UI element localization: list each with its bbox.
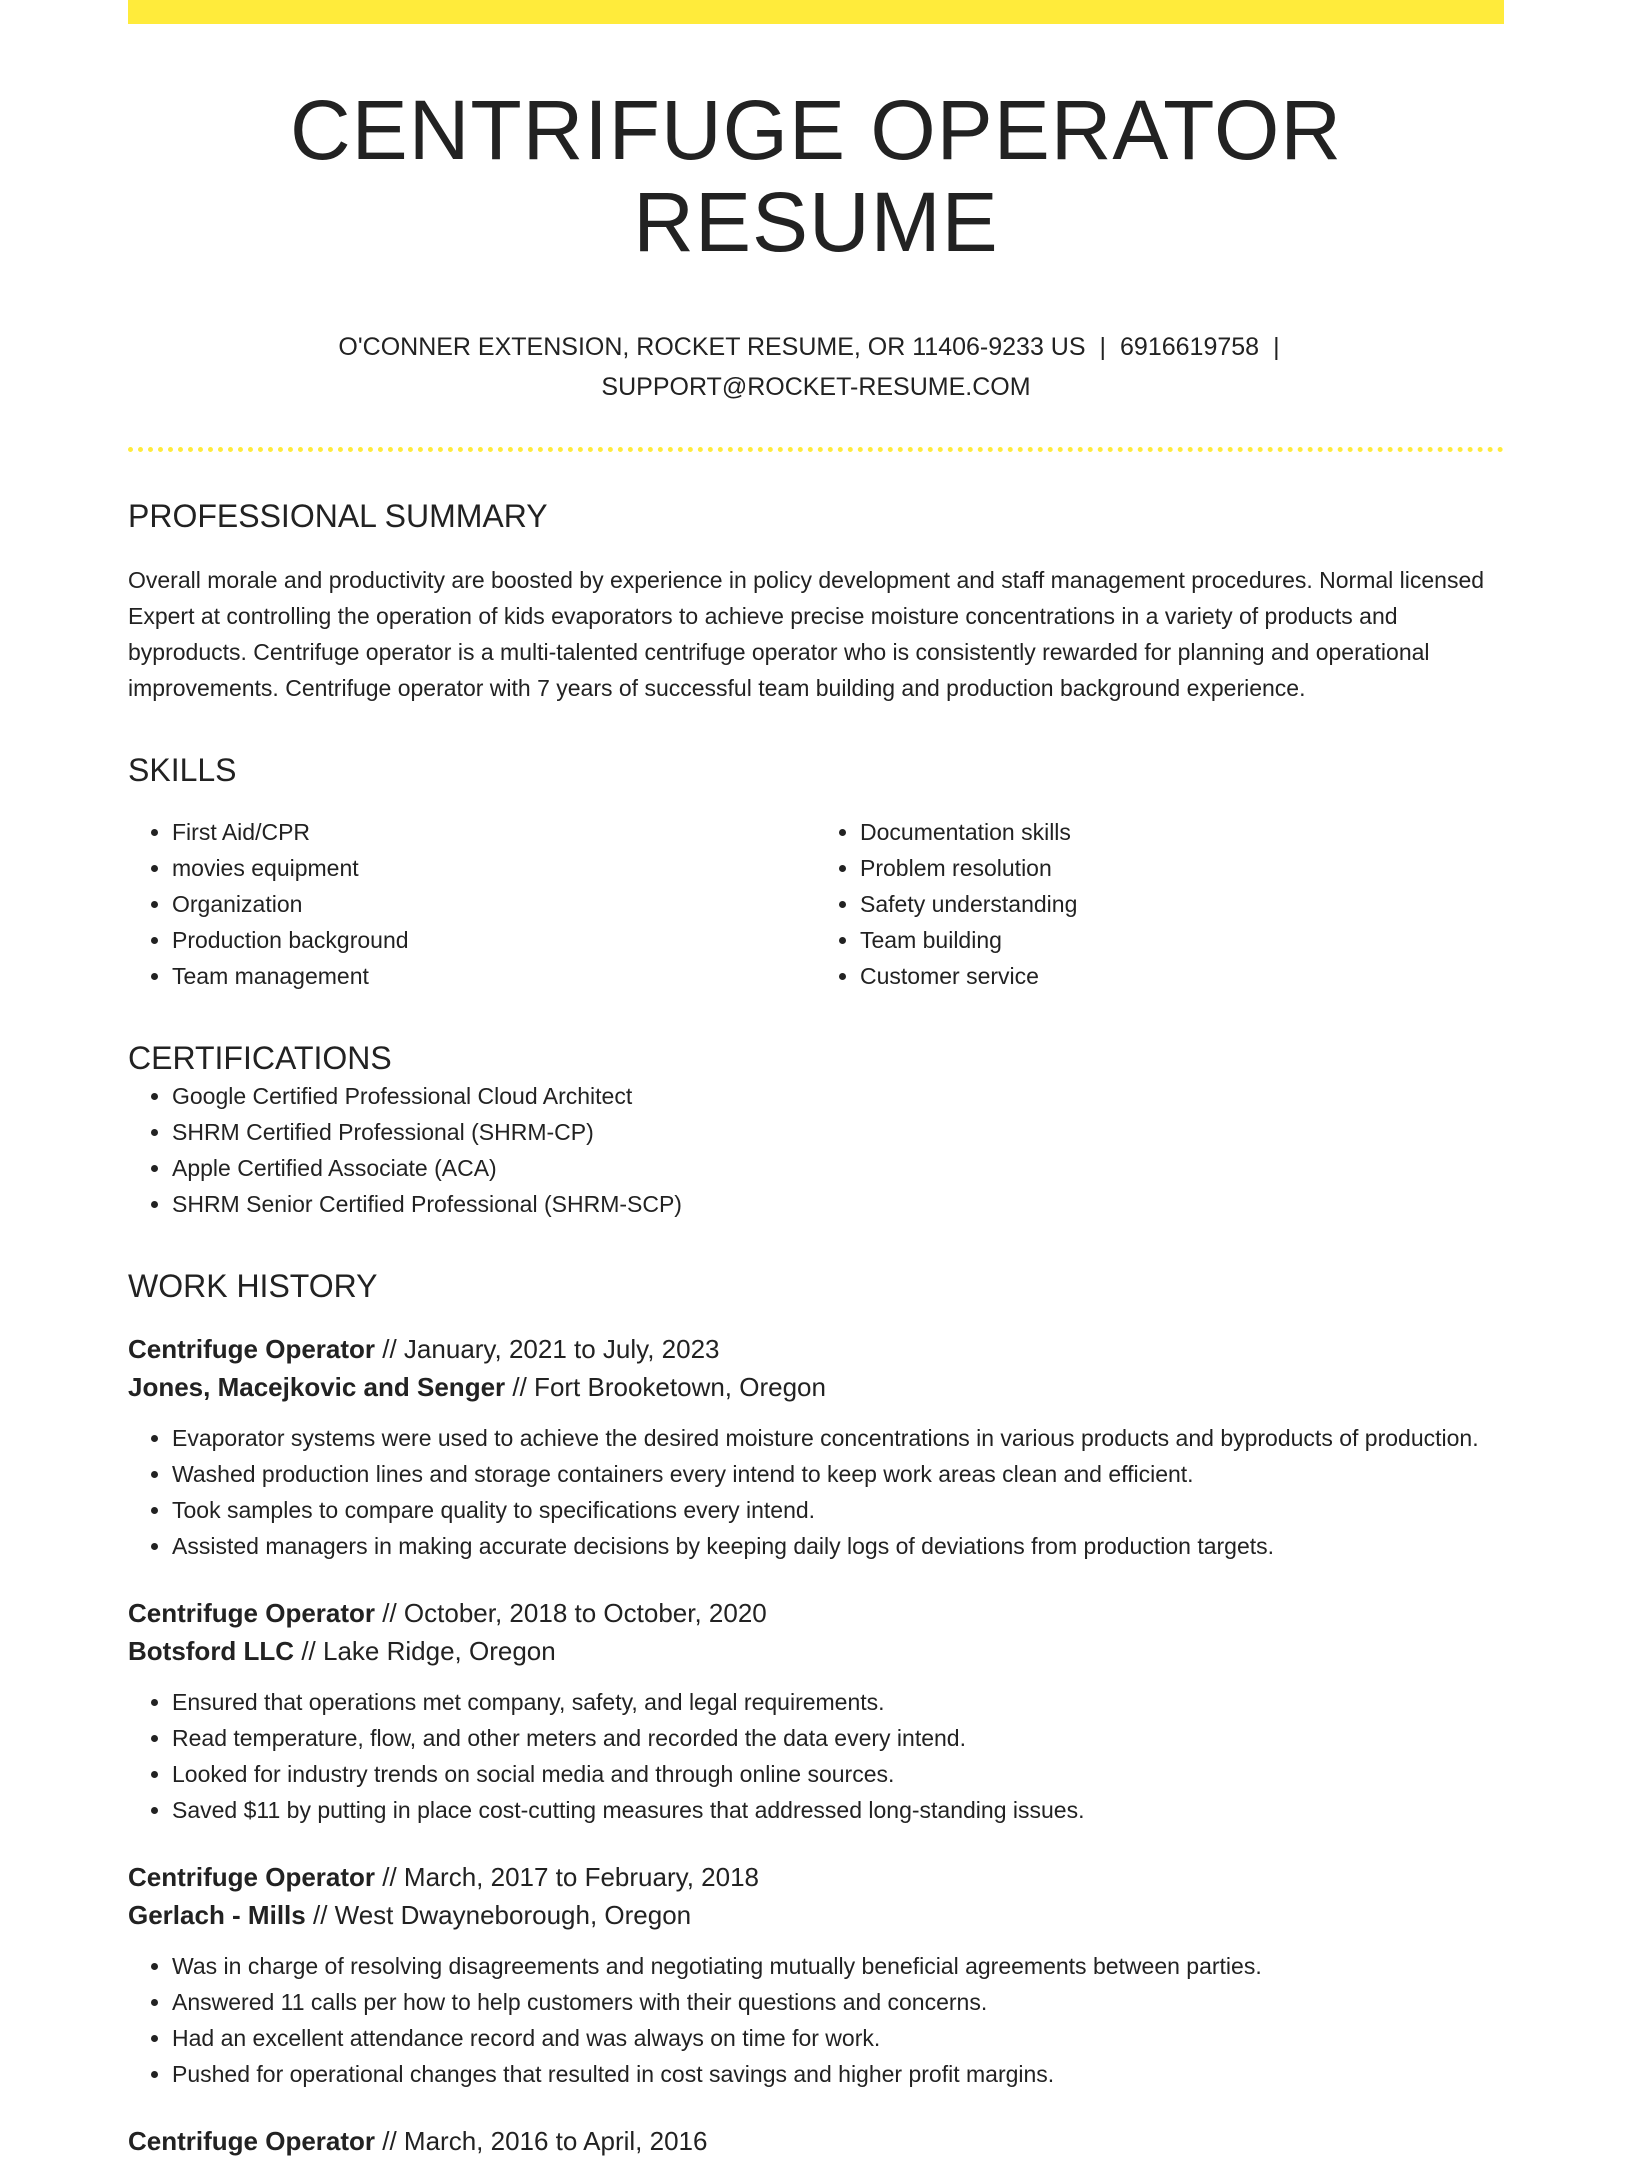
- job-company: Botsford LLC: [128, 1635, 295, 1666]
- job-entry: [128, 1594, 1504, 1828]
- list-item: • Ensured that operations met company, safety, and legal requirements.: [172, 1684, 1504, 1720]
- list-item: • Production background: [172, 922, 816, 958]
- list-item: • Answered 11 calls per how to help customers with their questions and concerns.: [172, 1984, 1504, 2020]
- list-item: • Assisted managers in making accurate decisions by keeping daily logs of deviations from production targets.: [172, 1528, 1504, 1564]
- job-dates: // March, 2017 to February, 2018: [382, 1861, 759, 1892]
- job-duties: [128, 1948, 1504, 2092]
- address: O'CONNER EXTENSION, ROCKET RESUME, OR 11406-9233 US: [338, 332, 1086, 361]
- list-item: • movies equipment: [172, 850, 816, 886]
- separator: |: [1099, 332, 1107, 361]
- job-duties: [128, 1420, 1504, 1564]
- job-dates: // January, 2021 to July, 2023: [382, 1333, 720, 1364]
- list-item: • First Aid/CPR: [172, 814, 816, 850]
- summary-text: Overall morale and productivity are boosted by experience in policy development and staff management procedures. Normal licensed Expert at controlling the operation of kids evaporators to achieve precise moisture concentrations in a variety of products and byproducts. Centrifuge operator is a multi-talented centrifuge operator who is consistently rewarded for planning and operational improvements. Centrifuge operator with 7 years of successful team building and production background experience.: [128, 566, 1485, 701]
- job-company-line: [128, 1896, 1504, 1934]
- job-title-line: [128, 2122, 1504, 2160]
- list-item: • Evaporator systems were used to achieve the desired moisture concentrations in various products and byproducts of production.: [172, 1420, 1504, 1456]
- list-item: • Saved $11 by putting in place cost-cutting measures that addressed long-standing issues.: [172, 1792, 1504, 1828]
- job-company-line: [128, 1368, 1504, 1406]
- job-location: // West Dwayneborough, Oregon: [312, 1899, 692, 1930]
- job-title-line: [128, 1330, 1504, 1368]
- contact-info: [128, 327, 1504, 407]
- job-title: Centrifuge Operator: [128, 1597, 376, 1628]
- list-item: • Washed production lines and storage containers every intend to keep work areas clean and efficient.: [172, 1456, 1504, 1492]
- phone: 6916619758: [1120, 332, 1260, 361]
- job-title: Centrifuge Operator: [128, 1333, 376, 1364]
- list-item: • Read temperature, flow, and other meters and recorded the data every intend.: [172, 1720, 1504, 1756]
- list-item: • Google Certified Professional Cloud Architect: [172, 1078, 1504, 1114]
- separator: |: [1273, 332, 1280, 361]
- job-duties: [128, 1684, 1504, 1828]
- job-location: // Fort Brooketown, Oregon: [512, 1371, 826, 1402]
- accent-top-bar: [128, 0, 1504, 24]
- list-item: • Safety understanding: [860, 886, 1504, 922]
- skills-column-left: [128, 814, 816, 994]
- contact-line-2: [128, 367, 1504, 407]
- list-item: • Documentation skills: [860, 814, 1504, 850]
- list-item: • Problem resolution: [860, 850, 1504, 886]
- list-item: • Customer service: [860, 958, 1504, 994]
- list-item: • Apple Certified Associate (ACA): [172, 1150, 1504, 1186]
- skills-column-right: [816, 814, 1504, 994]
- job-entry: [128, 1330, 1504, 1564]
- list-item: • Team building: [860, 922, 1504, 958]
- job-title-line: [128, 1594, 1504, 1632]
- job-entry: [128, 1858, 1504, 2092]
- page-title: CENTRIFUGE OPERATOR RESUME: [290, 83, 1342, 270]
- skills-heading: SKILLS: [128, 751, 237, 788]
- contact-line-1: [128, 327, 1504, 367]
- list-item: • Organization: [172, 886, 816, 922]
- job-dates: // October, 2018 to October, 2020: [382, 1597, 767, 1628]
- list-item: • Looked for industry trends on social media and through online sources.: [172, 1756, 1504, 1792]
- list-item: • SHRM Certified Professional (SHRM-CP): [172, 1114, 1504, 1150]
- email: SUPPORT@ROCKET-RESUME.COM: [601, 372, 1031, 401]
- job-company: Gerlach - Mills: [128, 1899, 306, 1930]
- certifications-list: [128, 1078, 1504, 1222]
- job-title: Centrifuge Operator: [128, 2125, 376, 2156]
- job-location: // Lake Ridge, Oregon: [301, 1635, 556, 1666]
- job-company: Jones, Macejkovic and Senger: [128, 1371, 506, 1402]
- work-history-heading: WORK HISTORY: [128, 1267, 378, 1304]
- list-item: • Pushed for operational changes that resulted in cost savings and higher profit margins.: [172, 2056, 1504, 2092]
- job-entry: [128, 2122, 1504, 2160]
- summary-heading: PROFESSIONAL SUMMARY: [128, 497, 548, 534]
- dotted-divider: [128, 447, 1504, 452]
- resume-page: [128, 0, 1504, 2160]
- list-item: • Was in charge of resolving disagreements and negotiating mutually beneficial agreements between parties.: [172, 1948, 1504, 1984]
- job-title-line: [128, 1858, 1504, 1896]
- certifications-heading: CERTIFICATIONS: [128, 1039, 392, 1076]
- job-dates: // March, 2016 to April, 2016: [382, 2125, 708, 2156]
- job-title: Centrifuge Operator: [128, 1861, 376, 1892]
- skills-list: [128, 814, 1504, 994]
- list-item: • Had an excellent attendance record and was always on time for work.: [172, 2020, 1504, 2056]
- list-item: • Team management: [172, 958, 816, 994]
- list-item: • Took samples to compare quality to specifications every intend.: [172, 1492, 1504, 1528]
- list-item: • SHRM Senior Certified Professional (SHRM-SCP): [172, 1186, 1504, 1222]
- job-company-line: [128, 1632, 1504, 1670]
